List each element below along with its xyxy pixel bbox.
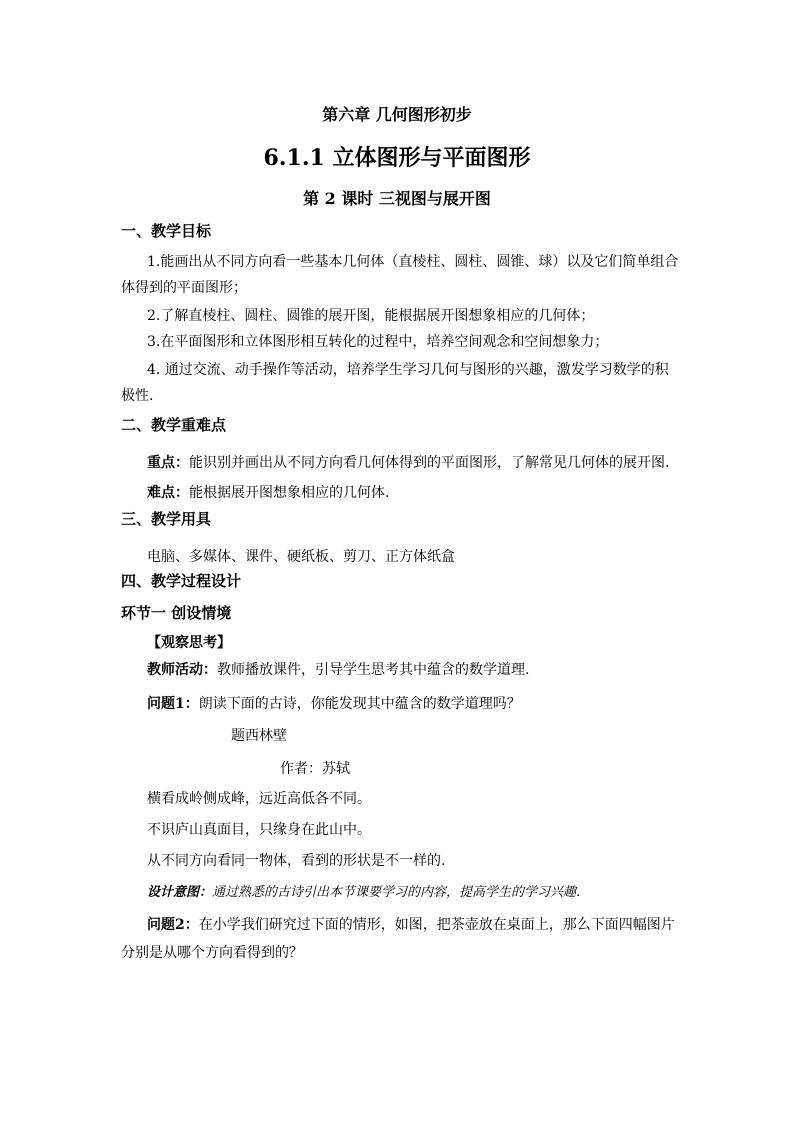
goal-1-line-a: 1.能画出从不同方向看一些基本几何体（直棱柱、圆柱、圆锥、球）以及它们简单组合 bbox=[147, 254, 679, 270]
question-1 bbox=[147, 695, 521, 713]
poem-line-2: 不识庐山真面目，只缘身在此山中。 bbox=[147, 822, 371, 838]
goal-1-line-b: 体得到的平面图形； bbox=[121, 280, 247, 296]
poem-line-1: 横看成岭侧成峰，远近高低各不同。 bbox=[147, 791, 371, 807]
goal-4-line-a: 4. 通过交流、动手操作等活动，培养学生学习几何与图形的兴趣，激发学习数学的积 bbox=[147, 362, 669, 378]
goal-4-line-b: 极性. bbox=[121, 388, 154, 404]
key-points-heading: 二、教学重难点 bbox=[121, 416, 227, 434]
question-2-line-b: 分别是从哪个方向看得到的？ bbox=[121, 945, 303, 961]
key-point-label: 重点： bbox=[147, 455, 189, 471]
poem-author: 作者：苏轼 bbox=[280, 761, 350, 777]
teacher-activity-label: 教师活动： bbox=[147, 662, 217, 678]
teacher-activity-text: 教师播放课件，引导学生思考其中蕴含的数学道理. bbox=[217, 662, 530, 678]
lesson-title: 6.1.1 立体图形与平面图形 bbox=[263, 145, 531, 171]
question-2-text: 在小学我们研究过下面的情形，如图，把茶壶放在桌面上，那么下面四幅图片 bbox=[198, 917, 675, 933]
question-2-line-a bbox=[147, 916, 675, 934]
key-point-text: 能识别并画出从不同方向看几何体得到的平面图形，了解常见几何体的展开图. bbox=[189, 455, 670, 471]
tools-heading: 三、教学用具 bbox=[121, 510, 212, 528]
goals-heading: 一、教学目标 bbox=[121, 222, 212, 240]
question-1-label: 问题1： bbox=[147, 696, 199, 712]
teacher-activity bbox=[147, 661, 529, 679]
step-1-heading: 环节一 创设情境 bbox=[121, 604, 232, 622]
question-2-label: 问题2： bbox=[147, 917, 199, 933]
lesson-subtitle: 第 2 课时 三视图与展开图 bbox=[303, 189, 491, 208]
question-1-text: 朗读下面的古诗，你能发现其中蕴含的数学道理吗？ bbox=[198, 696, 521, 712]
key-point bbox=[147, 454, 669, 472]
tools-text: 电脑、多媒体、课件、硬纸板、剪刀、正方体纸盒 bbox=[147, 549, 455, 565]
goal-2: 2.了解直棱柱、圆柱、圆锥的展开图，能根据展开图想象相应的几何体； bbox=[147, 308, 595, 324]
chapter-heading: 第六章 几何图形初步 bbox=[322, 105, 472, 124]
design-intent-text: 通过熟悉的古诗引出本节课要学习的内容，提高学生的学习兴趣. bbox=[212, 885, 581, 900]
process-heading: 四、教学过程设计 bbox=[121, 572, 242, 590]
poem-title: 题西林壁 bbox=[231, 728, 287, 744]
difficult-point-text: 能根据展开图想象相应的几何体. bbox=[189, 485, 390, 501]
difficult-point-label: 难点： bbox=[147, 485, 189, 501]
conclusion-text: 从不同方向看同一物体，看到的形状是不一样的. bbox=[147, 853, 446, 869]
difficult-point bbox=[147, 484, 389, 502]
design-intent-label: 设计意图： bbox=[147, 885, 213, 900]
design-intent bbox=[147, 884, 580, 902]
goal-3: 3.在平面图形和立体图形相互转化的过程中，培养空间观念和空间想象力； bbox=[147, 334, 609, 350]
observe-label: 【观察思考】 bbox=[147, 635, 231, 651]
